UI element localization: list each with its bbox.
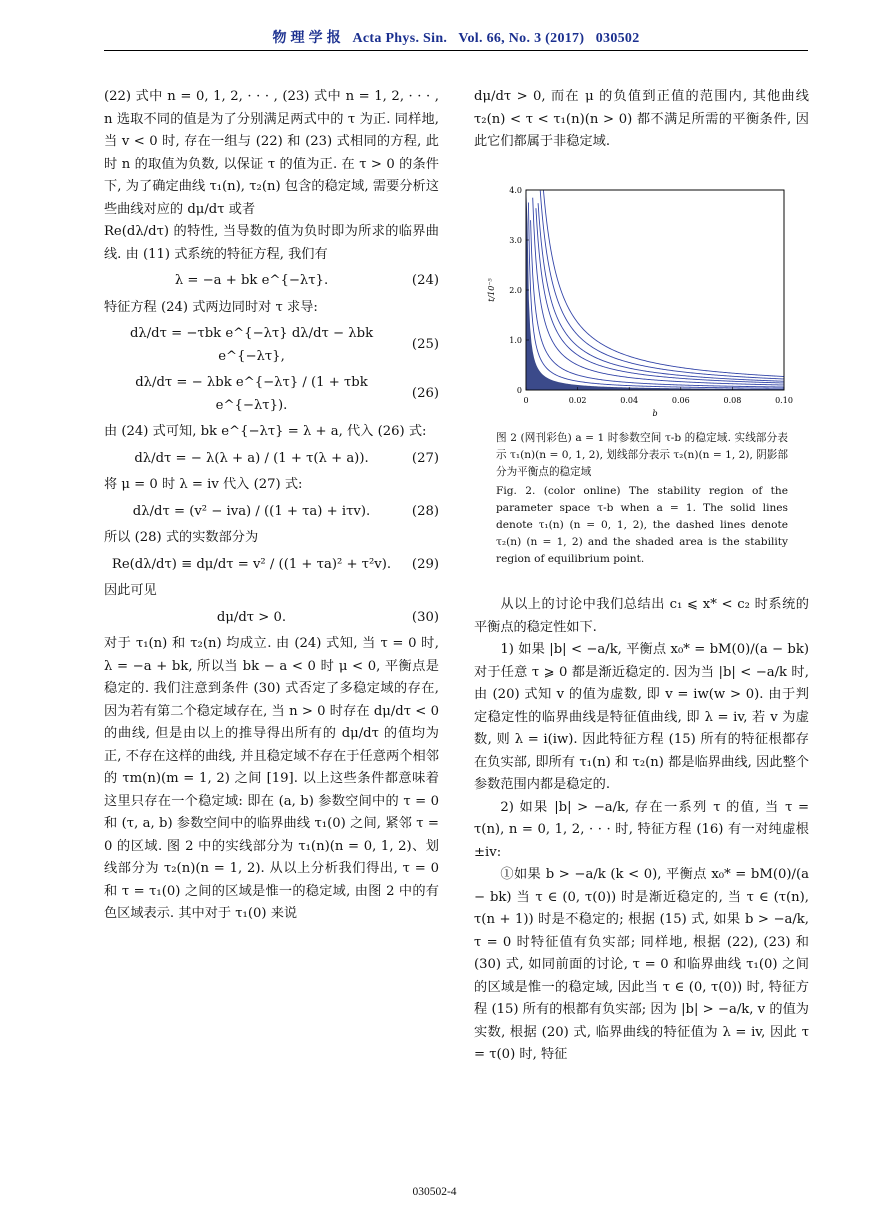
stability-chart bbox=[474, 178, 809, 418]
x-tick-label: 0.08 bbox=[723, 396, 742, 405]
paragraph: 所以 (28) 式的实数部分为 bbox=[104, 530, 259, 545]
equation-26: dλ/dτ = − λbk e^{−λτ} / (1 + τbk e^{−λτ}). (26) bbox=[135, 375, 439, 413]
paragraph: 对于 τ₁(n) 和 τ₂(n) 均成立. 由 (24) 式知, 当 τ = 0 时, λ = −a + bk, 所以当 bk − a < 0 时 μ < 0, 平衡点是稳定的. 我们注意到条件 (30) 式否定了多稳定域的存在, 因为若有第二个稳定域存在, 当 n > 0 时存在 dμ/dτ < 0 的曲线, 但是由以上的推导得出所有的 dμ/dτ 的值均为正, 不存在这样的曲线, 并且稳定域不存在于任意两个相邻的 τm(n)(m = 1, 2) 之间 [19]. 以上这些条件都意味着这里只存在一个稳定域: 即在 (a, b) 参数空间中的 τ = 0 和 (τ, a, b) 参数空间中的临界曲线 τ₁(0) 之间, 紧邻 τ = 0 的区域. 图 2 中的实线部分为 τ₁(n)(n = 0, 1, 2)、划线部分为 τ₂(n)(n = 1, 2). 从以上分析我们得出, τ = 0 和 τ = τ₁(0) 之间的区域是惟一的稳定域, 由图 2 中的有色区域表示. 其中对于 τ₁(0) 来说 bbox=[104, 636, 439, 921]
equation-24: λ = −a + bk e^{−λτ}. (24) bbox=[174, 273, 439, 288]
y-tick-label: 0 bbox=[516, 386, 522, 395]
paragraph: 2) 如果 |b| > −a/k, 存在一系列 τ 的值, 当 τ = τ(n), n = 0, 1, 2, · · · 时, 特征方程 (16) 有一对纯虚根 ±iv: bbox=[474, 799, 809, 860]
header-rule bbox=[104, 50, 808, 51]
equation-25: dλ/dτ = −τbk e^{−λτ} dλ/dτ − λbk e^{−λτ}, (25) bbox=[129, 326, 439, 364]
y-axis-label: t/10⁻⁵ bbox=[487, 278, 496, 302]
figure-caption bbox=[496, 430, 788, 570]
equation-27: dλ/dτ = − λ(λ + a) / (1 + τ(λ + a)). (27) bbox=[134, 450, 439, 466]
y-tick-label: 4.0 bbox=[509, 186, 522, 195]
paragraph: dμ/dτ > 0, 而在 μ 的负值到正值的范围内, 其他曲线 τ₂(n) < τ < τ₁(n)(n > 0) 都不满足所需的平衡条件, 因此它们都属于非稳定域. bbox=[474, 89, 809, 149]
x-tick-label: 0.06 bbox=[671, 396, 690, 405]
paragraph: (22) 式中 n = 0, 1, 2, · · · , (23) 式中 n = 1, 2, · · · , n 选取不同的值是为了分别满足两式中的 τ 为正. 同样地, 当 v < 0 时, 存在一组与 (22) 和 (23) 式相同的方程, 此时 n 的取值为负数, 以保证 τ 的值为正. 在 τ > 0 的条件下, 为了确定曲线 τ₁(n), τ₂(n) 包含的稳定域, 需要分析这些曲线对应的 dμ/dτ 或者 bbox=[104, 89, 439, 217]
running-header: 物 理 学 报 Acta Phys. Sin. Vol. 66, No. 3 (2017) 030502 bbox=[272, 31, 640, 46]
paragraph: 特征方程 (24) 式两边同时对 τ 求导: bbox=[104, 299, 318, 315]
equation-28: dλ/dτ = (v² − iva) / ((1 + τa) + iτv). (28) bbox=[132, 503, 439, 519]
right-column bbox=[474, 86, 809, 154]
paragraph: 1) 如果 |b| < −a/k, 平衡点 x₀* = bM(0)/(a − bk) 对于任意 τ ⩾ 0 都是渐近稳定的. 因为当 |b| < −a/k 时, 由 (20) 式知 v 的值为虚数, 即 v = iw(w > 0). 由于判定稳定性的临界曲线是特征值曲线, 即 λ = iv, 若 v 为虚数, 则 λ = i(iw). 因此特征方程 (15) 所有的特征根都存在负实部, 即所有 τ₁(n) 和 τ₂(n) 都是临界曲线, 因此整个参数范围内都是稳定的. bbox=[474, 642, 809, 792]
plot-frame bbox=[526, 190, 784, 390]
paragraph: 将 μ = 0 时 λ = iv 代入 (27) 式: bbox=[104, 477, 303, 492]
paragraph: Re(dλ/dτ) 的特性, 当导数的值为负时即为所求的临界曲线. 由 (11) 式系统的特征方程, 我们有 bbox=[104, 224, 439, 262]
paragraph: 由 (24) 式可知, bk e^{−λτ} = λ + a, 代入 (26) 式: bbox=[104, 424, 427, 439]
x-axis-label: b bbox=[652, 409, 658, 418]
page-number: 030502-4 bbox=[412, 1186, 457, 1198]
x-tick-label: 0 bbox=[523, 396, 529, 405]
paragraph: 因此可见 bbox=[104, 583, 157, 598]
caption-cn: 图 2 (网刊彩色) a = 1 时参数空间 τ-b 的稳定域. 实线部分表示 τ₁(n)(n = 0, 1, 2), 划线部分表示 τ₂(n)(n = 1, 2), 阴影部分为平衡点的稳定域 bbox=[496, 432, 788, 478]
y-tick-label: 2.0 bbox=[509, 286, 522, 295]
left-column bbox=[104, 86, 439, 926]
paragraph: 从以上的讨论中我们总结出 c₁ ⩽ x* < c₂ 时系统的平衡点的稳定性如下. bbox=[474, 597, 809, 635]
x-tick-label: 0.02 bbox=[568, 396, 587, 405]
x-tick-label: 0.10 bbox=[775, 396, 793, 405]
y-tick-label: 3.0 bbox=[509, 236, 522, 245]
equation-30: dμ/dτ > 0. (30) bbox=[216, 609, 439, 625]
right-column-lower bbox=[474, 594, 809, 1067]
y-tick-label: 1.0 bbox=[509, 336, 522, 345]
x-tick-label: 0.04 bbox=[620, 396, 639, 405]
caption-en: Fig. 2. (color online) The stability region of the parameter space τ-b when a = 1. The solid lines denote τ₁(n) (n = 0, 1, 2), the dashed lines denote τ₂(n) (n = 1, 2) and the shaded area is the stability region of equilibrium point. bbox=[496, 485, 788, 565]
paragraph: ①如果 b > −a/k (k < 0), 平衡点 x₀* = bM(0)/(a − bk) 当 τ ∈ (0, τ(0)) 时是渐近稳定的, 当 τ ∈ (τ(n), τ(n + 1)) 时是不稳定的; 根据 (15) 式, 如果 b > −a/k, τ = 0 时特征值有负实部; 同样地, 根据 (22), (23) 和 (30) 式, 如同前面的讨论, τ = 0 和临界曲线 τ₁(0) 之间的区域是惟一的稳定域, 因此当 τ ∈ (0, τ(0)) 时, 特征方程 (15) 所有的根都有负实部; 因为 |b| > −a/k, v 的值为实数, 根据 (20) 式, 临界曲线的特征值为 λ = iv, 因此 τ = τ(0) 时, 特征 bbox=[474, 867, 809, 1062]
equation-29: Re(dλ/dτ) ≡ dμ/dτ = v² / ((1 + τa)² + τ²v). (29) bbox=[111, 556, 439, 572]
